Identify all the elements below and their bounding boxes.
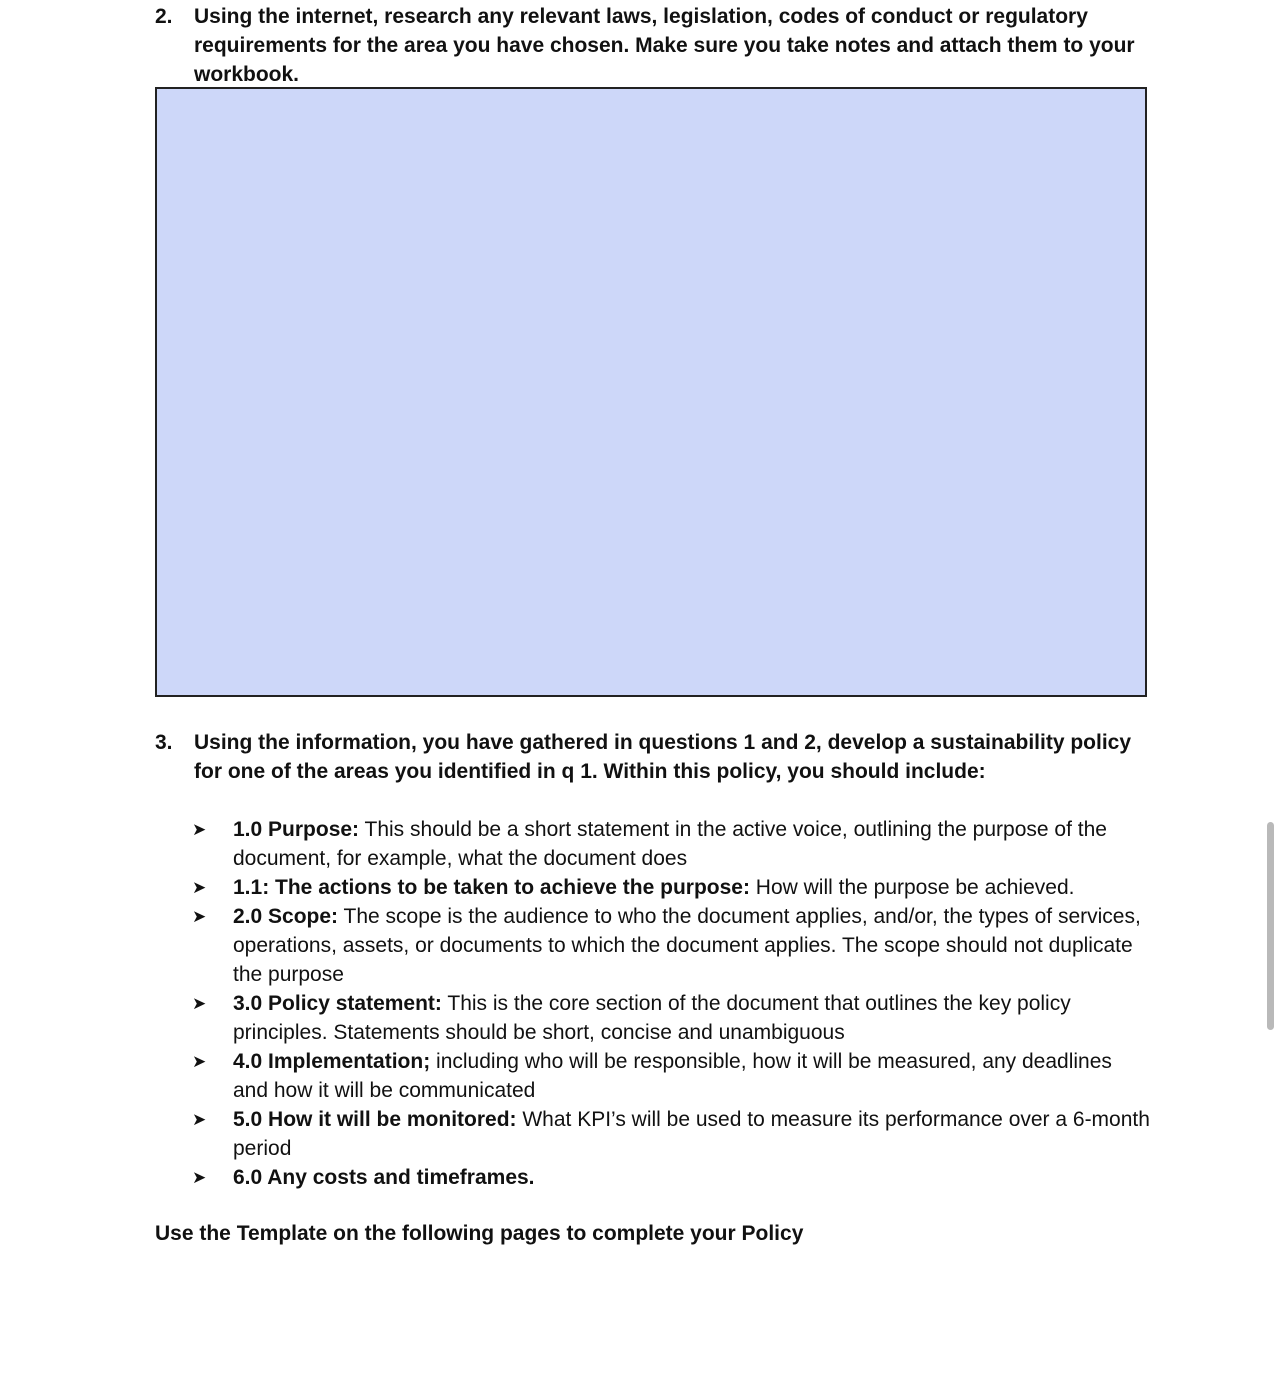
list-item-text: This is the core section of the document that outlines the key policy principles. Statements should be short, concise and unambiguous: [233, 992, 1071, 1044]
arrowhead-bullet-icon: ➤: [192, 1110, 207, 1129]
list-item: [192, 1105, 1152, 1163]
list-item: [192, 1163, 1152, 1192]
arrowhead-bullet-icon: ➤: [192, 1168, 207, 1187]
question-3-text: Using the information, you have gathered in questions 1 and 2, develop a sustainability policy for one of the areas you identified in q 1. Within this policy, you should include:: [194, 731, 1132, 783]
question-2-number: 2.: [155, 5, 173, 28]
vertical-scrollbar[interactable]: [1267, 822, 1274, 1030]
arrowhead-bullet-icon: ➤: [192, 907, 207, 926]
list-item-text: The scope is the audience to who the document applies, and/or, the types of services, operations, assets, or documents to which the document applies. The scope should not duplicate the purpose: [233, 905, 1141, 986]
list-item-text: What KPI’s will be used to measure its performance over a 6-month period: [233, 1108, 1150, 1160]
answer-box-question-2[interactable]: [155, 87, 1147, 697]
question-3: [155, 728, 1155, 786]
list-item-label: 2.0 Scope:: [233, 905, 339, 928]
question-3-number: 3.: [155, 731, 173, 754]
list-item: [192, 1047, 1152, 1105]
list-item-label: 1.0 Purpose:: [233, 818, 360, 841]
list-item-text: This should be a short statement in the active voice, outlining the purpose of the document, for example, what the document does: [233, 818, 1107, 870]
arrowhead-bullet-icon: ➤: [192, 994, 207, 1013]
list-item-label: 5.0 How it will be monitored:: [233, 1108, 517, 1131]
list-item-text: How will the purpose be achieved.: [749, 876, 1075, 899]
policy-requirements-list: [192, 815, 1152, 1192]
template-instruction: Use the Template on the following pages to complete your Policy: [155, 1222, 804, 1245]
question-2-text: Using the internet, research any relevant laws, legislation, codes of conduct or regulatory requirements for the area you have chosen. Make sure you take notes and attach them to your workbook.: [194, 5, 1135, 86]
list-item: [192, 902, 1152, 989]
question-2: [155, 2, 1155, 89]
list-item-text: including who will be responsible, how it will be measured, any deadlines and how it will be communicated: [233, 1050, 1112, 1102]
arrowhead-bullet-icon: ➤: [192, 878, 207, 897]
arrowhead-bullet-icon: ➤: [192, 1052, 207, 1071]
list-item-label: 1.1: The actions to be taken to achieve the purpose:: [233, 876, 750, 899]
list-item: [192, 873, 1152, 902]
list-item-label: 3.0 Policy statement:: [233, 992, 442, 1015]
list-item: [192, 989, 1152, 1047]
list-item: [192, 815, 1152, 873]
list-item-label: 6.0 Any costs and timeframes.: [233, 1166, 535, 1189]
list-item-label: 4.0 Implementation;: [233, 1050, 431, 1073]
arrowhead-bullet-icon: ➤: [192, 820, 207, 839]
